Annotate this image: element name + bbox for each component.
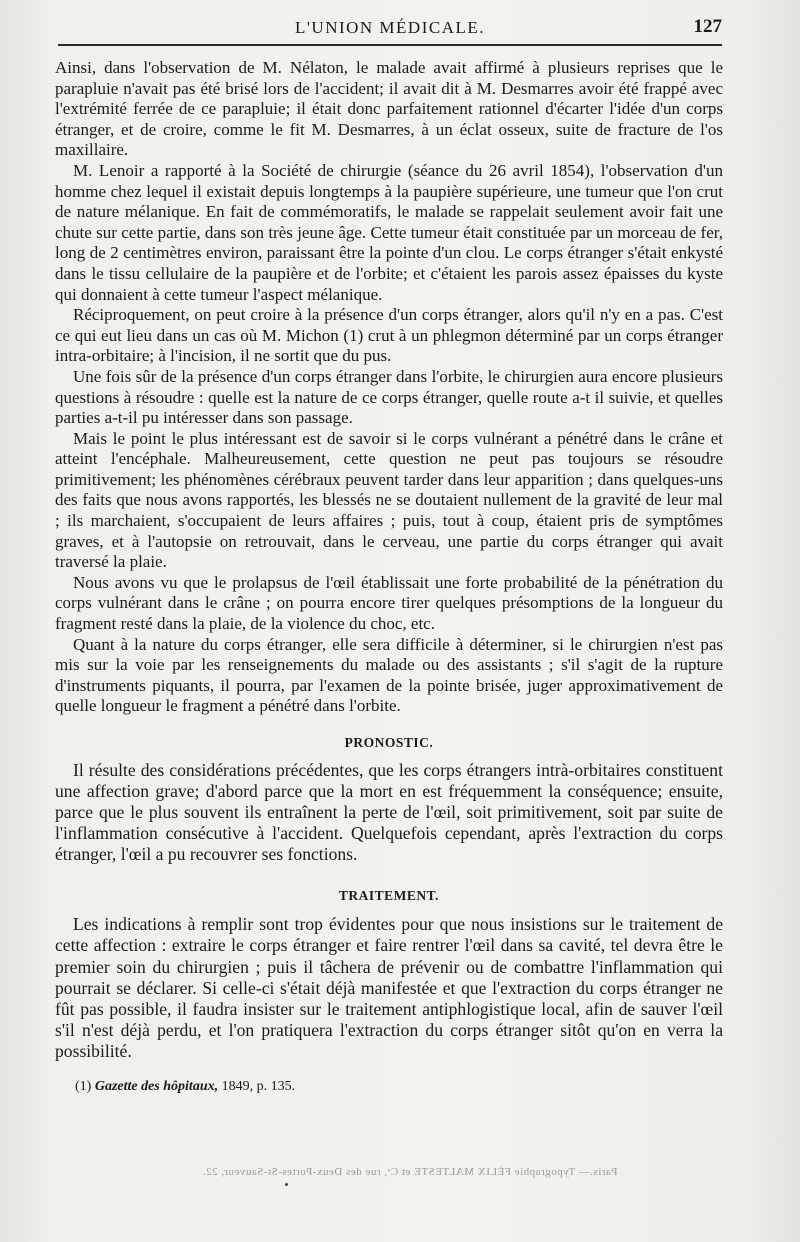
printer-imprint-bleedthrough: Paris.— Typographie FÉLIX MALTESTE et Cᵉ, rue des Deux-Portes-St-Sauveur, 22. — [202, 1166, 618, 1178]
footnote — [75, 1077, 723, 1098]
header-rule — [58, 44, 722, 46]
paragraph-nature: Quant à la nature du corps étranger, elle sera difficile à déterminer, si le chirurgien n'est pas mis sur la voie par les renseignements du malade ou des assistants ; s'il s'agit de la rupture d'instruments piquants, il pourra, par l'examen de la pointe brisée, juger approximativement de quelle longueur le fragment a pénétré dans l'orbite. — [55, 634, 723, 716]
paragraph-nelaton: Ainsi, dans l'observation de M. Nélaton, le malade avait affirmé à plusieurs reprises que le parapluie n'avait pas été brisé lors de l'accident; il avait dit à M. Desmarres avoir été frappé avec l'extrémité ferrée de ce parapluie; il était donc parfaitement rationnel d'écarter l'idée d'un corps étranger, et de croire, comme le fit M. Desmarres, à un éclat osseux, suite de fracture de l'os maxillaire. — [55, 58, 723, 160]
footnote-details: 1849, p. 135. — [221, 1078, 296, 1094]
paragraph-crane: Mais le point le plus intéressant est de savoir si le corps vulnérant a pénétré dans le crâne et atteint l'encéphale. Malheureusement, cette question ne peut pas toujours se résoudre primitivement; les phénomènes cérébraux peuvent tarder dans leur apparition ; dans quelques-uns des faits que nous avons rapportés, les blessés ne se doutaient nullement de la gravité de leur mal ; ils marchaient, s'occupaient de leurs affaires ; puis, tout à coup, étaient pris de symptômes graves, et à l'autopsie on retrouvait, dans le cerveau, une partie du corps étranger qui avait traversé la plaie. — [55, 428, 723, 572]
paragraph-prolapsus: Nous avons vu que le prolapsus de l'œil établissait une forte probabilité de la pénétration du corps vulnérant dans le crâne ; on pourra encore tirer quelques présomptions de la longueur du fragment resté dans la plaie, de la violence du choc, etc. — [55, 572, 723, 634]
paragraph-traitement: Les indications à remplir sont trop évidentes pour que nous insistions sur le traitement de cette affection : extraire le corps étranger et faire rentrer l'œil dans sa cavité, tel devra être le premier soin du chirurgien ; puis il tâchera de prévenir ou de combattre l'inflammation qui pourrait se déclarer. Si celle-ci s'était déjà manifestée et que l'extraction du corps étranger ne fût pas possible, il faudra insister sur le traitement antiphlogistique local, afin de sauver l'œil s'il n'est déjà perdu, et l'on pratiquera l'extraction du corps étranger sitôt qu'on en verra la possibilité. — [55, 914, 723, 1062]
paragraph-lenoir: M. Lenoir a rapporté à la Société de chirurgie (séance du 26 avril 1854), l'observation d'un homme chez lequel il existait depuis longtemps à la paupière supérieure, une tumeur que l'on crut de nature mélanique. En fait de commémoratifs, le malade se rappelait seulement avoir fait une chute sur cette partie, dans son très jeune âge. Cette tumeur était constituée par un morceau de fer, long de 2 centimètres environ, paraissant être la pointe d'un clou. Le corps étranger s'était enkysté dans le tissu cellulaire de la paupière et de l'orbite; et c'étaient les parois assez épaisses du kyste qui donnaient à cette tumeur l'aspect mélanique. — [55, 160, 723, 304]
page-number: 127 — [693, 16, 722, 37]
paragraph-pronostic: Il résulte des considérations précédentes, que les corps étrangers intrà-orbitaires constituent une affection grave; d'abord parce que la mort en est fréquemment la conséquence; ensuite, parce que le plus souvent ils entraînent la perte de l'œil, soit primitivement, soit par suite de l'inflammation consécutive à l'accident. Quelquefois cependant, après l'extraction du corps étranger, l'œil a pu recouvrer ses fonctions. — [55, 759, 723, 865]
running-title: L'UNION MÉDICALE. — [294, 18, 486, 37]
section-heading-traitement: TRAITEMENT. — [338, 887, 440, 903]
article-body — [55, 58, 723, 1097]
footnote-marker: (1) — [75, 1078, 92, 1094]
ink-dot — [285, 1183, 288, 1186]
section-heading-pronostic: PRONOSTIC. — [344, 735, 434, 750]
footnote-source: Gazette des hôpitaux, — [94, 1078, 219, 1094]
paragraph-reciproquement: Réciproquement, on peut croire à la présence d'un corps étranger, alors qu'il n'y en a pas. C'est ce qui eut lieu dans un cas où M. Michon (1) crut à un phlegmon déterminé par un corps étranger intra-orbitaire; à l'incision, il ne sortit que du pus. — [55, 305, 723, 366]
paragraph-presence: Une fois sûr de la présence d'un corps étranger dans l'orbite, le chirurgien aura encore plusieurs questions à résoudre : quelle est la nature de ce corps étranger, quelle route a-t il suivie, et quelles parties a-t-il pu intéresser dans son passage. — [55, 366, 723, 428]
page-header — [58, 14, 722, 42]
